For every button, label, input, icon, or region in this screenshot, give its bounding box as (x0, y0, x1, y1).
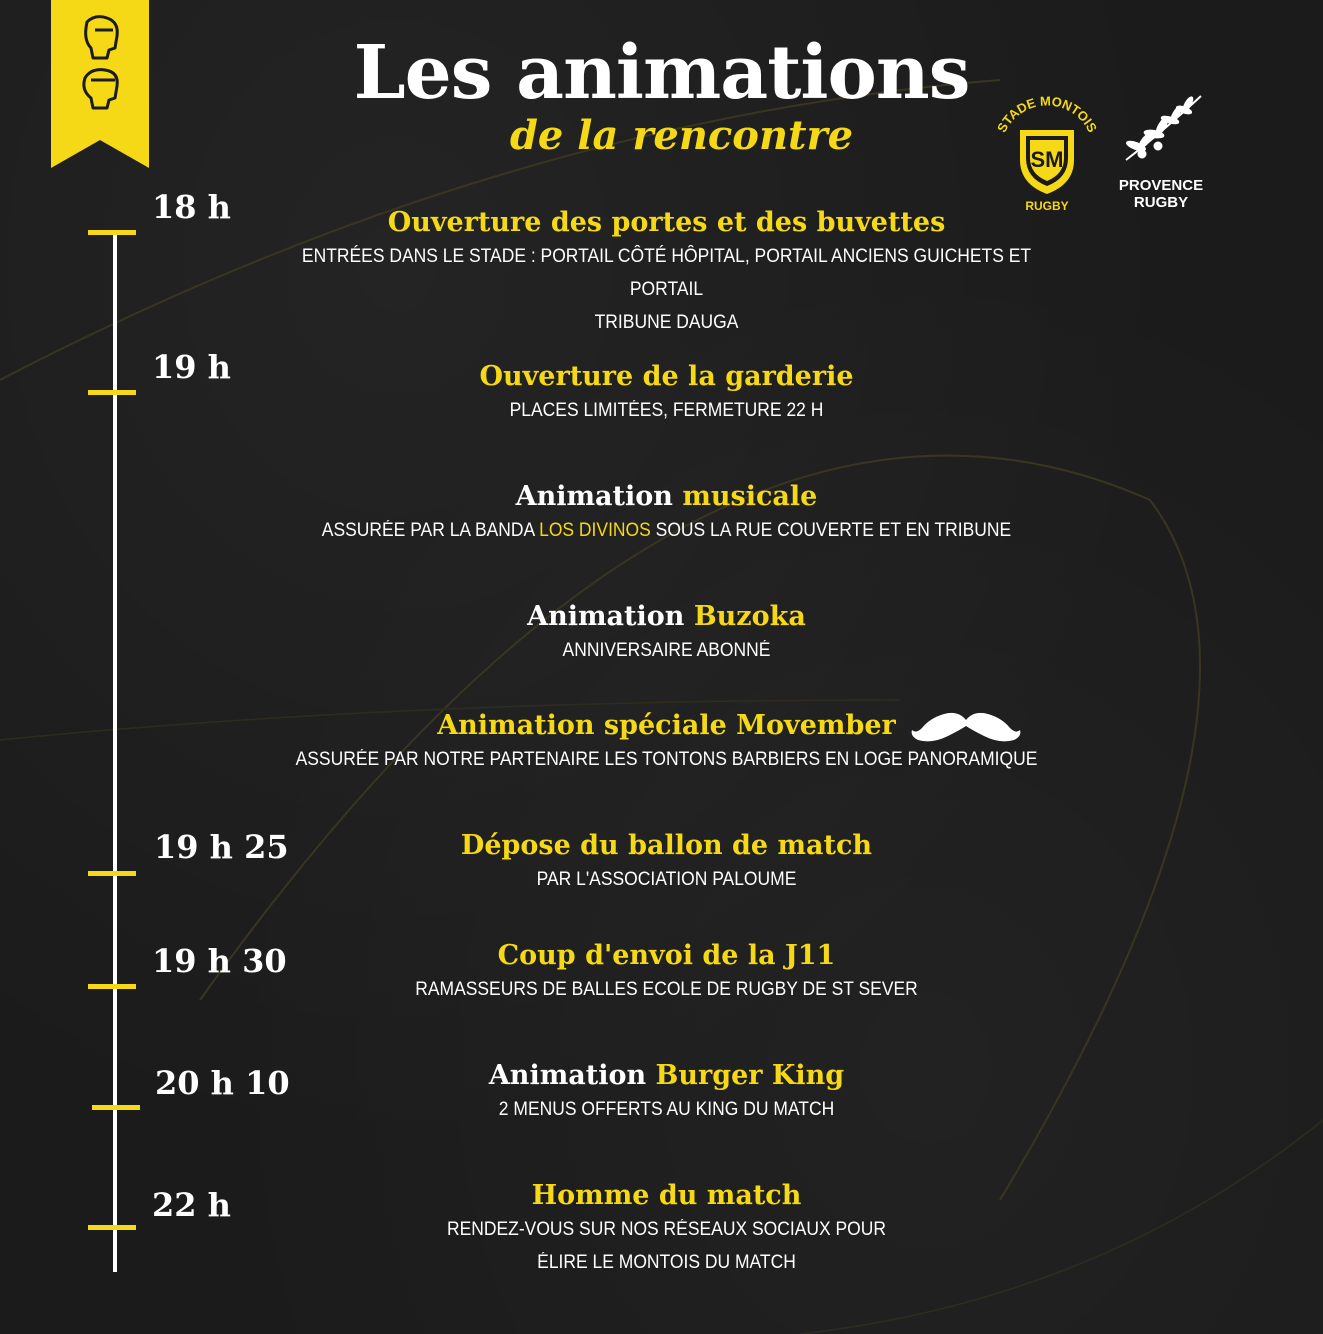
event-title: Ouverture de la garderie (479, 361, 854, 392)
event-description: PLACES LIMITÉES, FERMETURE 22 H (509, 400, 824, 421)
event-title-white: Animation (527, 601, 685, 632)
page-title: Les animations (353, 30, 970, 116)
event-description: ENTRÉES DANS LE STADE : PORTAIL CÔTÉ HÔPITAL, PORTAIL ANCIENS GUICHETS ET PORTAIL (301, 246, 1032, 300)
event-item (250, 1059, 1083, 1126)
event-item (250, 480, 1083, 547)
time-label: 18 h (152, 188, 231, 226)
event-title: Ouverture des portes et des buvettes (387, 207, 946, 238)
event-description: ÉLIRE LE MONTOIS DU MATCH (537, 1252, 796, 1273)
event-description: 2 MENUS OFFERTS AU KING DU MATCH (498, 1099, 835, 1120)
timeline-tick (88, 1225, 136, 1230)
time-label: 19 h 30 (152, 942, 287, 980)
event-item (250, 206, 1083, 339)
event-item (250, 600, 1083, 667)
event-title-yellow: musicale (682, 481, 818, 512)
olive-branch-icon (1125, 96, 1201, 160)
mustache-icon (910, 706, 1022, 744)
provence-rugby-logo (1106, 88, 1216, 216)
provence-line1: PROVENCE (1118, 177, 1204, 194)
stade-montois-logo (988, 94, 1106, 212)
event-title-yellow: Buzoka (693, 601, 806, 632)
timeline-tick (92, 1105, 140, 1110)
page-subtitle: de la rencontre (509, 112, 854, 159)
time-label: 19 h (152, 348, 231, 386)
time-label: 20 h 10 (155, 1064, 290, 1102)
event-description-highlight: LOS DIVINOS (539, 520, 651, 541)
event-item (250, 939, 1083, 1006)
timeline-tick (88, 984, 136, 989)
event-item (250, 829, 1083, 896)
event-description: ANNIVERSAIRE ABONNÉ (562, 640, 771, 661)
stade-montois-top-text: STADE MONTOIS (993, 94, 1101, 135)
event-description: ASSURÉE PAR NOTRE PARTENAIRE LES TONTONS BARBIERS EN LOGE PANORAMIQUE (295, 749, 1038, 770)
event-title-white: Animation (488, 1060, 647, 1091)
event-description: ASSURÉE PAR LA BANDA (321, 520, 535, 541)
event-description: RENDEZ-VOUS SUR NOS RÉSEAUX SOCIAUX POUR (446, 1219, 887, 1240)
timeline-tick (88, 230, 136, 235)
timeline-tick (88, 390, 136, 395)
event-title-white: Animation (515, 481, 673, 512)
svg-text:STADE MONTOIS (994, 94, 1100, 135)
event-description: RAMASSEURS DE BALLES ECOLE DE RUGBY DE ST SEVER (415, 979, 918, 1000)
event-title: Animation spéciale Movember (437, 710, 896, 741)
event-description: TRIBUNE DAUGA (594, 312, 739, 333)
timeline-line (113, 232, 117, 1272)
event-description: PAR L'ASSOCIATION PALOUME (536, 869, 797, 890)
time-label: 19 h 25 (154, 828, 289, 866)
stade-montois-bottom-text: RUGBY (1025, 199, 1069, 212)
event-description: SOUS LA RUE COUVERTE ET EN TRIBUNE (655, 520, 1012, 541)
event-title: Coup d'envoi de la J11 (497, 940, 836, 971)
event-title: Homme du match (531, 1180, 802, 1211)
stade-montois-initials: SM (1030, 147, 1064, 172)
time-label: 22 h (152, 1186, 231, 1224)
timeline-tick (88, 871, 136, 876)
event-item (250, 360, 1083, 427)
event-title: Dépose du ballon de match (460, 830, 873, 861)
event-title-yellow: Burger King (655, 1060, 845, 1091)
event-item (250, 1179, 1083, 1279)
provence-line2: RUGBY (1133, 194, 1189, 211)
